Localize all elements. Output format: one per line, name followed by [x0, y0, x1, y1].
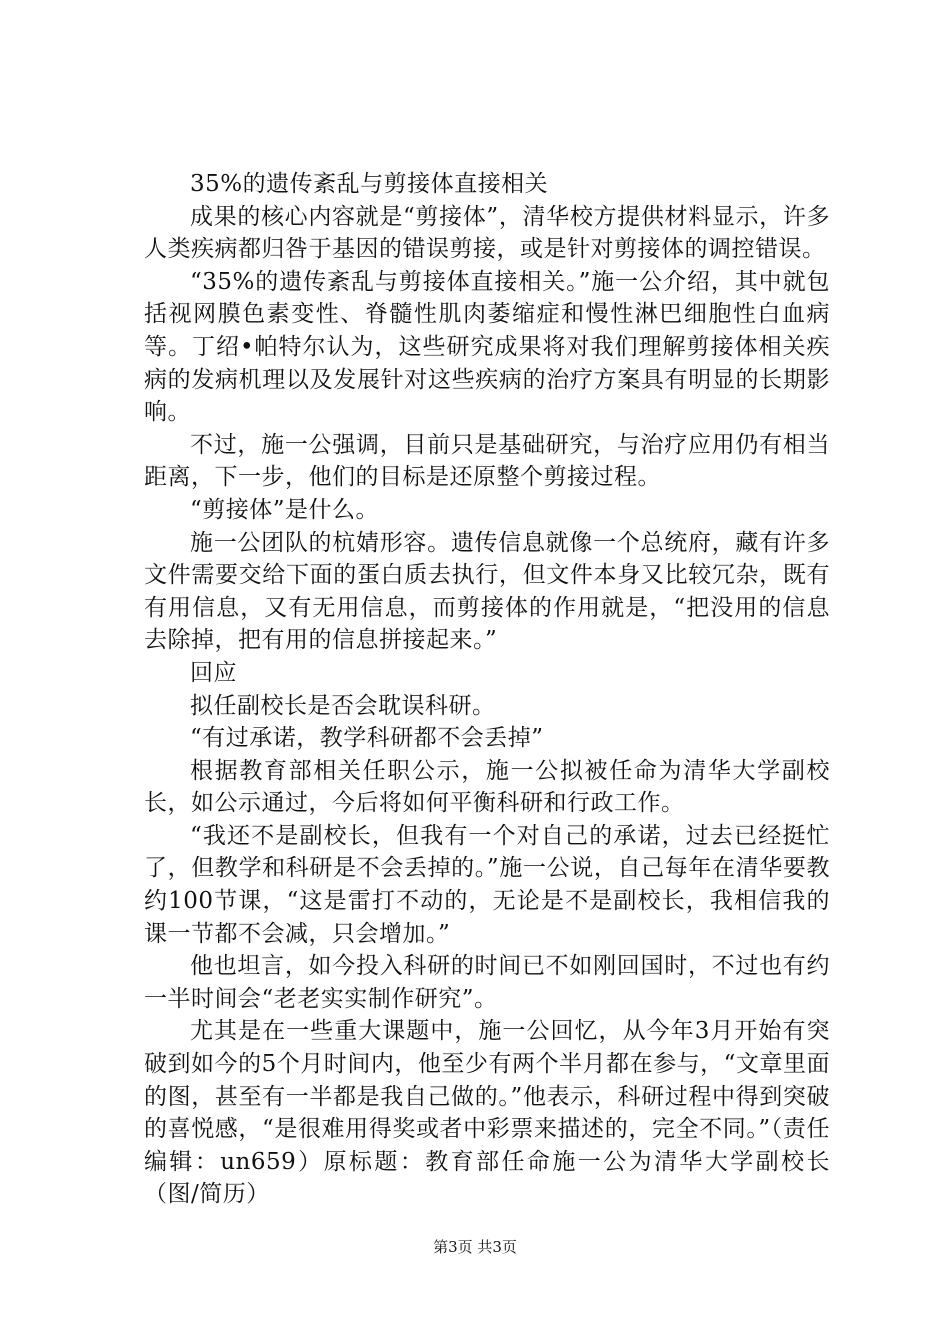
body-text	[144, 168, 830, 1211]
section-heading-splicing: 35%的遗传紊乱与剪接体直接相关	[190, 171, 549, 197]
paragraph: 成果的核心内容就是“剪接体”，清华校方提供材料显示，许多人类疾病都归咎于基因的错误剪接，或是针对剪接体的调控错误。	[144, 203, 830, 263]
paragraph: “剪接体”是什么。	[190, 496, 380, 523]
paragraph: 不过，施一公强调，目前只是基础研究，与治疗应用仍有相当距离，下一步，他们的目标是还原整个剪接过程。	[144, 431, 830, 491]
paragraph: 尤其是在一些重大课题中，施一公回忆，从今年3月开始有突破到如今的5个月时间内，他至少有两个半月都在参与，“文章里面的图，甚至有一半都是我自己做的。”他表示，科研过程中得到突破的喜悦感，“是很难用得奖或者中彩票来描述的，完全不同。”（责任编辑：un659）原标题：教育部任命施一公为清华大学副校长（图/简历）	[144, 1018, 830, 1208]
page-number-footer: 第3页 共3页	[433, 1238, 517, 1256]
section-heading-response: 回应	[190, 659, 237, 686]
paragraph: “35%的遗传紊乱与剪接体直接相关。”施一公介绍，其中就包括视网膜色素变性、脊髓性肌肉萎缩症和慢性淋巴细胞性白血病等。丁绍•帕特尔认为，这些研究成果将对我们理解剪接体相关疾病的发病机理以及发展针对这些疾病的治疗方案具有明显的长期影响。	[144, 268, 830, 426]
paragraph: 他也坦言，如今投入科研的时间已不如刚回国时，不过也有约一半时间会“老老实实制作研究”。	[144, 953, 830, 1012]
paragraph: 根据教育部相关任职公示，施一公拟被任命为清华大学副校长，如公示通过，今后将如何平衡科研和行政工作。	[144, 757, 830, 817]
paragraph: 施一公团队的杭婧形容。遗传信息就像一个总统府，藏有许多文件需要交给下面的蛋白质去执行，但文件本身又比较冗杂，既有有用信息，又有无用信息，而剪接体的作用就是，“把没用的信息去除掉，把有用的信息拼接起来。”	[144, 529, 830, 654]
section-heading-promise: “有过承诺，教学科研都不会丢掉”	[190, 725, 544, 752]
paragraph: “我还不是副校长，但我有一个对自己的承诺，过去已经挺忙了，但教学和科研是不会丢掉的。”施一公说，自己每年在清华要教约100节课，“这是雷打不动的，无论是不是副校长，我相信我的课一节都不会减，只会增加。”	[144, 822, 830, 947]
paragraph: 拟任副校长是否会耽误科研。	[190, 692, 496, 719]
